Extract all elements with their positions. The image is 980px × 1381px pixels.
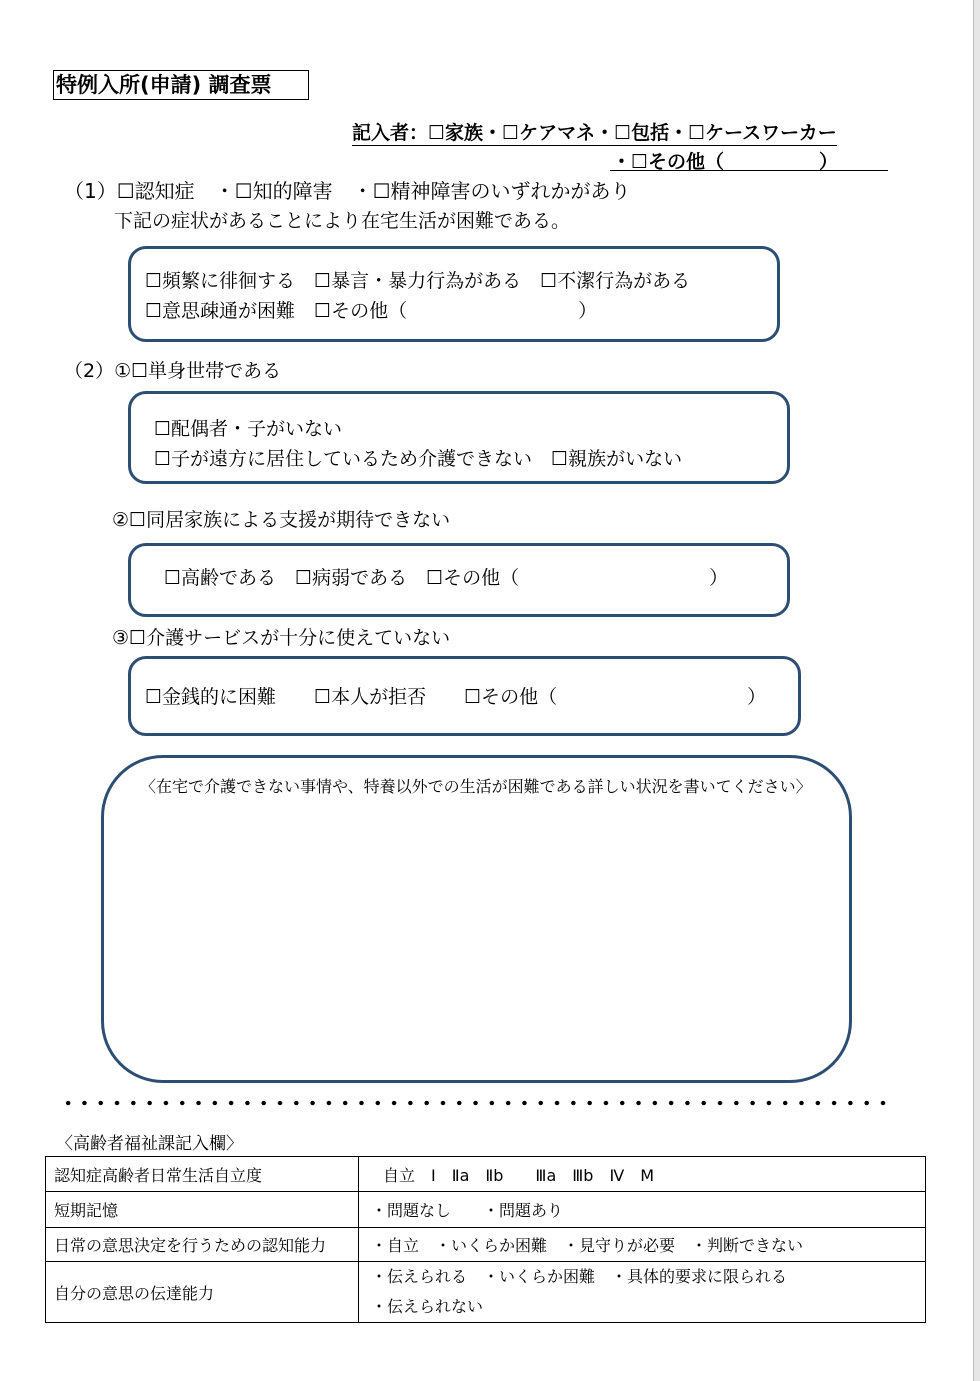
section2-heading[interactable]: （2）①☐単身世帯である (64, 360, 282, 382)
table-row (46, 1157, 926, 1192)
section2-sub2-heading[interactable]: ②☐同居家族による支援が期待できない (112, 509, 451, 531)
section1-symptoms-line2[interactable]: ☐意思疎通が困難 ☐その他（ ） (145, 300, 598, 322)
row-value-cognitive-ability[interactable]: ・自立 ・いくらか困難 ・見守りが必要 ・判断できない (359, 1228, 926, 1262)
section2-box3-line[interactable]: ☐金銭的に困難 ☐本人が拒否 ☐その他（ ） (145, 686, 767, 708)
recorder-options-line1[interactable]: 記入者：☐家族・☐ケアマネ・☐包括・☐ケースワーカー (352, 118, 837, 146)
free-text-box[interactable] (101, 755, 852, 1083)
recorder-underline (610, 170, 888, 171)
table-row (46, 1192, 926, 1228)
table-row (46, 1228, 926, 1262)
row-label-dementia-independence: 認知症高齢者日常生活自立度 (46, 1157, 359, 1192)
row-value-short-term-memory[interactable]: ・問題なし ・問題あり (359, 1192, 926, 1228)
row-label-communication-ability: 自分の意思の伝達能力 (46, 1262, 359, 1323)
row-label-cognitive-ability: 日常の意思決定を行うための認知能力 (46, 1228, 359, 1262)
communication-options-line2[interactable]: ・伝えられない (371, 1297, 484, 1316)
row-value-dementia-independence[interactable]: 自立 Ⅰ Ⅱa Ⅱb Ⅲa Ⅲb Ⅳ M (359, 1157, 926, 1192)
section2-box1-line1[interactable]: ☐配偶者・子がいない (154, 418, 343, 440)
section2-box1-line2[interactable]: ☐子が遠方に居住しているため介護できない ☐親族がいない (154, 448, 683, 470)
section2-box2-line[interactable]: ☐高齢である ☐病弱である ☐その他（ ） (164, 567, 729, 589)
row-value-communication-ability[interactable] (359, 1262, 926, 1323)
section2-sub3-heading[interactable]: ③☐介護サービスが十分に使えていない (112, 627, 451, 649)
row-label-short-term-memory: 短期記憶 (46, 1192, 359, 1228)
table-row (46, 1262, 926, 1323)
section1-subline: 下記の症状があることにより在宅生活が困難である。 (114, 210, 571, 232)
section1-heading[interactable]: （1）☐認知症 ・☐知的障害 ・☐精神障害のいずれかがあり (64, 179, 631, 203)
section1-symptom-box (128, 246, 780, 342)
office-section-heading: 〈高齢者福祉課記入欄〉 (56, 1134, 243, 1154)
page-edge (973, 0, 980, 1381)
free-text-prompt: 〈在宅で介護できない事情や、特養以外での生活が困難である詳しい状況を書いてください〉 (140, 777, 812, 796)
assessment-table (45, 1156, 926, 1323)
section1-symptoms-line1[interactable]: ☐頻繁に徘徊する ☐暴言・暴力行為がある ☐不潔行為がある (145, 270, 691, 292)
recorder-options-line2[interactable]: ・☐その他（ ） (612, 151, 839, 173)
communication-options-line1[interactable]: ・伝えられる ・いくらか困難 ・具体的要求に限られる (371, 1267, 788, 1286)
dotted-separator (60, 1096, 890, 1110)
form-title: 特例入所(申請) 調査票 (53, 70, 309, 100)
